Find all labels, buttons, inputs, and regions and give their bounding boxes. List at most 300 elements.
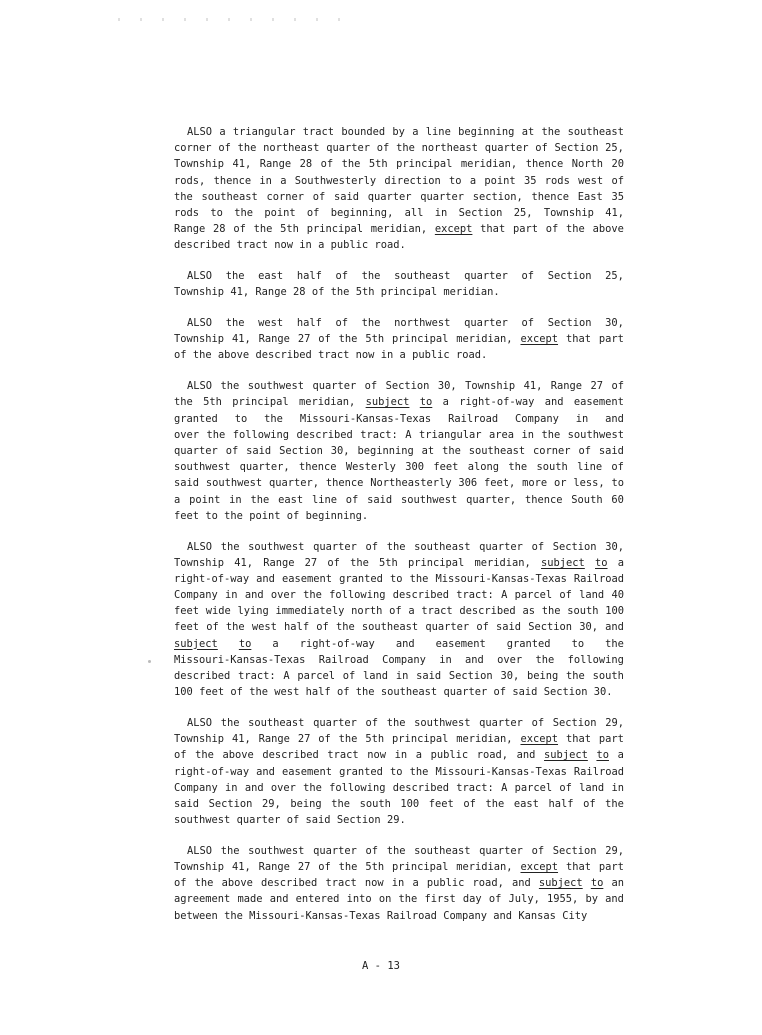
word: described bbox=[255, 349, 312, 362]
word: described bbox=[392, 781, 450, 794]
word: of bbox=[545, 223, 559, 236]
text-line bbox=[174, 156, 624, 172]
text-line bbox=[174, 908, 624, 924]
word: above bbox=[217, 349, 250, 362]
word: Southwesterly bbox=[294, 174, 377, 187]
word: of bbox=[611, 174, 624, 187]
word: 41, bbox=[232, 158, 252, 171]
word: triangular bbox=[232, 126, 296, 138]
word: direction bbox=[384, 174, 441, 187]
word: feet bbox=[174, 509, 200, 522]
word: 5th bbox=[365, 333, 385, 346]
word: of bbox=[174, 749, 187, 762]
word: principal bbox=[392, 861, 449, 874]
word: southwest bbox=[248, 844, 305, 857]
word: by bbox=[392, 126, 405, 138]
underlined-term: to bbox=[590, 877, 604, 890]
paragraph bbox=[174, 539, 624, 701]
text-line bbox=[174, 475, 624, 491]
word: meridian, bbox=[474, 556, 531, 569]
word: thence bbox=[531, 190, 569, 203]
word: the bbox=[508, 461, 528, 474]
word bbox=[541, 555, 585, 571]
word: meridian, bbox=[298, 396, 356, 409]
paragraph bbox=[174, 315, 624, 364]
word: thence bbox=[524, 493, 563, 506]
word: Missouri-Kansas-Texas bbox=[174, 653, 306, 666]
word: Missouri-Kansas-Texas bbox=[435, 765, 567, 778]
word: said bbox=[496, 621, 522, 634]
text-line bbox=[174, 427, 624, 443]
word bbox=[596, 747, 609, 763]
word: less, bbox=[573, 477, 605, 490]
word: and bbox=[605, 412, 624, 425]
word: Section bbox=[543, 686, 588, 699]
word: Section bbox=[458, 206, 503, 219]
word: rods, bbox=[174, 174, 206, 187]
word: Railroad bbox=[318, 653, 369, 666]
word: Westerly bbox=[345, 461, 396, 474]
word: 30, bbox=[579, 621, 598, 634]
word: of bbox=[345, 493, 359, 506]
word: southeast bbox=[567, 126, 624, 138]
word: corner bbox=[533, 444, 571, 457]
word: the bbox=[338, 733, 358, 746]
paragraph bbox=[174, 268, 624, 300]
word: 29. bbox=[386, 814, 406, 827]
word: point bbox=[484, 174, 516, 187]
word: south bbox=[592, 670, 624, 682]
word: of bbox=[320, 158, 334, 171]
word: of bbox=[316, 621, 329, 634]
word: the bbox=[338, 861, 358, 874]
word: said bbox=[174, 477, 200, 490]
word: a bbox=[174, 493, 181, 506]
word: of bbox=[488, 893, 502, 906]
word: described bbox=[392, 589, 450, 602]
word: quarter bbox=[479, 540, 523, 553]
word: point bbox=[264, 206, 296, 219]
word: southeast bbox=[201, 190, 258, 203]
word: of bbox=[306, 206, 320, 219]
word: the bbox=[398, 893, 418, 906]
word: tract: bbox=[456, 781, 494, 794]
word: east bbox=[258, 270, 284, 283]
word: 5th bbox=[379, 556, 398, 569]
word: and bbox=[244, 589, 264, 602]
word: Range bbox=[550, 380, 583, 393]
word: southwest bbox=[567, 428, 624, 441]
word: Section bbox=[554, 142, 599, 155]
word: southwest bbox=[248, 540, 305, 553]
word: the bbox=[303, 589, 322, 602]
word: southeast bbox=[380, 686, 438, 699]
word: road, bbox=[476, 749, 509, 762]
text-line bbox=[174, 684, 624, 700]
word: of bbox=[559, 589, 572, 602]
word: principal bbox=[380, 286, 438, 299]
word bbox=[435, 221, 473, 237]
word: of bbox=[335, 317, 349, 330]
word: a bbox=[272, 637, 279, 650]
word: an bbox=[611, 877, 624, 890]
word: 25, bbox=[513, 206, 533, 219]
underlined-term: subject bbox=[538, 877, 583, 890]
word: a bbox=[318, 239, 325, 252]
word: line bbox=[577, 461, 603, 474]
word: thence bbox=[213, 174, 252, 187]
word: 41, bbox=[230, 286, 250, 299]
word: road. bbox=[455, 349, 488, 362]
word: in bbox=[611, 781, 624, 794]
word: the bbox=[220, 540, 240, 553]
word: the bbox=[361, 270, 381, 283]
word: principal bbox=[396, 158, 453, 171]
word: the bbox=[386, 540, 406, 553]
word: of bbox=[230, 686, 243, 699]
word: south bbox=[536, 461, 568, 474]
word: in bbox=[575, 412, 589, 425]
word: ALSO bbox=[187, 270, 213, 283]
word: 29, bbox=[261, 797, 281, 810]
word: the bbox=[237, 142, 257, 155]
word: said bbox=[246, 444, 272, 457]
word: of bbox=[174, 349, 187, 362]
word: south bbox=[567, 605, 599, 618]
word: of bbox=[521, 270, 535, 283]
word: 30, bbox=[605, 317, 624, 330]
word: north bbox=[351, 605, 383, 618]
word: the bbox=[220, 716, 240, 729]
underlined-term: subject bbox=[541, 556, 585, 569]
text-line bbox=[174, 411, 624, 427]
word: Township bbox=[174, 333, 225, 346]
word: point bbox=[249, 509, 281, 522]
word bbox=[520, 331, 558, 347]
word: the bbox=[250, 493, 270, 506]
word: meridian, bbox=[370, 223, 428, 236]
text-line bbox=[174, 378, 624, 394]
word: in bbox=[259, 174, 272, 187]
word: Range bbox=[255, 286, 287, 299]
word: granted bbox=[339, 572, 383, 585]
word: tract bbox=[421, 605, 453, 618]
word: southwest bbox=[174, 814, 231, 827]
word: to bbox=[611, 477, 624, 490]
word: tract bbox=[327, 749, 359, 762]
word: a bbox=[617, 749, 624, 762]
word: in bbox=[229, 493, 242, 506]
word: feet bbox=[433, 461, 459, 474]
word: over bbox=[270, 781, 296, 794]
word: of bbox=[342, 670, 356, 682]
word: Section bbox=[547, 270, 592, 283]
word: Company bbox=[382, 653, 426, 666]
text-line bbox=[174, 731, 624, 747]
text-line bbox=[174, 891, 624, 907]
word: southeast bbox=[414, 540, 471, 553]
word: easement bbox=[573, 396, 624, 409]
word: feet bbox=[199, 686, 225, 699]
word: of bbox=[318, 333, 331, 346]
word bbox=[366, 394, 410, 410]
word bbox=[174, 636, 218, 652]
word: quarter bbox=[313, 716, 357, 729]
word: the bbox=[174, 190, 193, 203]
word: meridian, bbox=[460, 158, 518, 171]
word: public bbox=[412, 349, 450, 362]
word: quarter bbox=[464, 270, 508, 283]
word: a bbox=[469, 174, 477, 187]
word: Township bbox=[174, 733, 225, 746]
word: feet, bbox=[484, 477, 516, 490]
word: Company bbox=[515, 412, 559, 425]
word: in bbox=[434, 206, 448, 219]
word: quarter bbox=[236, 814, 281, 827]
word: half bbox=[296, 317, 322, 330]
word: following bbox=[329, 781, 386, 794]
word: east bbox=[278, 493, 304, 506]
word: said bbox=[305, 814, 331, 827]
word: southwest bbox=[400, 493, 458, 506]
word: Township bbox=[543, 206, 594, 219]
word: Railroad bbox=[573, 572, 624, 585]
word: meridian, bbox=[456, 861, 513, 874]
word: that bbox=[565, 861, 591, 874]
word: east bbox=[513, 797, 539, 810]
word: road, bbox=[472, 877, 504, 890]
text-line bbox=[174, 459, 624, 475]
text-line bbox=[174, 394, 624, 410]
text-line bbox=[174, 508, 624, 524]
word: the bbox=[331, 797, 350, 810]
word: quarter bbox=[479, 844, 523, 857]
word: said bbox=[416, 670, 442, 682]
word: to bbox=[449, 174, 462, 187]
word: following bbox=[567, 653, 624, 666]
word: meridian. bbox=[443, 286, 500, 299]
word: beginning, bbox=[330, 206, 394, 219]
word: triangular bbox=[418, 428, 482, 441]
word: the bbox=[335, 621, 355, 634]
word: that bbox=[565, 333, 591, 346]
text-line bbox=[174, 205, 624, 221]
word: the bbox=[220, 844, 240, 857]
word: in bbox=[225, 781, 238, 794]
word: ALSO bbox=[187, 844, 213, 857]
word: a bbox=[617, 556, 624, 569]
word: July, bbox=[508, 893, 540, 906]
word: following bbox=[329, 589, 386, 602]
word: quarter, bbox=[269, 477, 320, 490]
word: right-of-way bbox=[459, 396, 535, 409]
word: part bbox=[598, 333, 624, 346]
word: over bbox=[174, 428, 200, 441]
word: southeast bbox=[361, 621, 419, 634]
word: Range bbox=[174, 223, 206, 236]
word: quarter bbox=[464, 317, 508, 330]
word: now bbox=[367, 749, 386, 762]
word: 28 bbox=[293, 286, 306, 299]
word: and bbox=[256, 765, 275, 778]
word: the bbox=[225, 317, 245, 330]
word: wide bbox=[205, 605, 231, 618]
word: tract: bbox=[360, 428, 398, 441]
word: Township bbox=[465, 380, 516, 393]
word: northwest bbox=[394, 317, 451, 330]
word: 30, bbox=[500, 670, 520, 682]
word: a bbox=[219, 126, 226, 138]
word: of bbox=[365, 540, 379, 553]
word: southwest bbox=[414, 716, 471, 729]
text-line bbox=[174, 619, 624, 635]
word: Range bbox=[263, 556, 295, 569]
word: west bbox=[274, 686, 300, 699]
page-number: A - 13 bbox=[362, 960, 400, 972]
word bbox=[595, 555, 608, 571]
underlined-term: to bbox=[595, 556, 608, 569]
word: entered bbox=[295, 893, 340, 906]
paragraph bbox=[174, 715, 624, 828]
word bbox=[520, 859, 558, 875]
word: the bbox=[224, 909, 243, 922]
word: 5th bbox=[280, 223, 299, 236]
word: the bbox=[605, 637, 624, 650]
word: Section bbox=[552, 844, 597, 857]
word: easement bbox=[282, 765, 333, 778]
word: described bbox=[262, 749, 319, 762]
word: of bbox=[225, 444, 239, 457]
word: a bbox=[280, 174, 287, 187]
text-line bbox=[174, 764, 624, 780]
word: Range bbox=[258, 861, 290, 874]
word: 30, bbox=[330, 444, 350, 457]
word: corner bbox=[266, 190, 305, 203]
word: Range bbox=[258, 733, 290, 746]
word: described bbox=[174, 239, 231, 252]
word: quarter bbox=[174, 444, 218, 457]
underlined-term: to bbox=[238, 637, 252, 650]
word bbox=[520, 731, 558, 747]
text-line bbox=[174, 443, 624, 459]
word: A bbox=[501, 781, 508, 794]
word: quarter bbox=[312, 380, 357, 393]
word: described bbox=[174, 670, 231, 682]
word: Missouri-Kansas-Texas bbox=[249, 909, 381, 922]
text-line bbox=[174, 555, 624, 571]
word: between bbox=[174, 909, 218, 922]
word: public bbox=[430, 749, 469, 762]
word: Kansas bbox=[518, 909, 556, 922]
word: to bbox=[571, 637, 585, 650]
word: of bbox=[336, 686, 350, 699]
word: Company bbox=[174, 589, 218, 602]
word: ALSO bbox=[187, 126, 213, 138]
word: 27 bbox=[297, 333, 311, 346]
word: southeast bbox=[414, 844, 471, 857]
word: a bbox=[412, 126, 419, 138]
word: of bbox=[531, 844, 545, 857]
word: 60 bbox=[611, 493, 624, 506]
text-line bbox=[174, 875, 624, 891]
word: of bbox=[206, 621, 219, 634]
word: Company bbox=[443, 909, 487, 922]
word: thence bbox=[525, 158, 564, 171]
word: 28 bbox=[299, 158, 313, 171]
word: by bbox=[585, 893, 598, 906]
word: beginning. bbox=[305, 509, 369, 522]
word: of bbox=[312, 190, 326, 203]
word: granted bbox=[339, 765, 383, 778]
word: 41, bbox=[234, 556, 254, 569]
word: Township bbox=[174, 861, 225, 874]
word: the bbox=[249, 686, 268, 699]
text-line bbox=[174, 331, 624, 347]
word: of bbox=[286, 509, 300, 522]
word: west bbox=[578, 174, 604, 187]
word: the bbox=[409, 765, 429, 778]
word: now bbox=[364, 877, 384, 890]
word: 25, bbox=[605, 270, 624, 283]
word: and bbox=[605, 621, 624, 634]
word: or bbox=[553, 477, 567, 490]
word: 30, bbox=[437, 380, 457, 393]
word: North bbox=[571, 158, 603, 171]
word: of bbox=[476, 621, 489, 634]
word: bounded bbox=[341, 126, 386, 138]
word: the bbox=[442, 444, 461, 457]
word: quarter bbox=[367, 190, 412, 203]
word: quarter bbox=[484, 142, 529, 155]
word: the bbox=[350, 556, 369, 569]
word: 25, bbox=[605, 142, 624, 155]
word: southeast bbox=[394, 270, 451, 283]
word: Township bbox=[174, 286, 225, 299]
word: the bbox=[264, 412, 283, 425]
word: tract bbox=[318, 349, 350, 362]
word: and bbox=[544, 396, 564, 409]
word: quarter bbox=[420, 190, 464, 203]
word: Range bbox=[259, 158, 292, 171]
word: Railroad bbox=[448, 412, 499, 425]
word: meridian, bbox=[456, 333, 513, 346]
word: of bbox=[531, 540, 545, 553]
word: Section bbox=[279, 444, 323, 457]
word: of bbox=[318, 861, 331, 874]
word: the bbox=[341, 158, 361, 171]
word bbox=[420, 394, 433, 410]
word: 306 bbox=[458, 477, 478, 490]
word: line bbox=[425, 126, 451, 138]
word: said bbox=[512, 686, 538, 699]
word: all bbox=[404, 206, 424, 219]
text-line bbox=[174, 173, 624, 189]
scan-noise bbox=[118, 18, 348, 21]
word: Section bbox=[208, 797, 253, 810]
word: more bbox=[522, 477, 548, 490]
word: the bbox=[566, 670, 585, 682]
word: made bbox=[237, 893, 263, 906]
word: tract bbox=[325, 877, 357, 890]
word: the bbox=[361, 317, 381, 330]
word: 27 bbox=[297, 861, 311, 874]
word: and bbox=[493, 909, 513, 922]
word: 1955, bbox=[547, 893, 579, 906]
word: 5th bbox=[355, 286, 375, 299]
word: right-of-way bbox=[174, 572, 250, 585]
word: quarter bbox=[443, 686, 488, 699]
text-line bbox=[174, 668, 624, 684]
